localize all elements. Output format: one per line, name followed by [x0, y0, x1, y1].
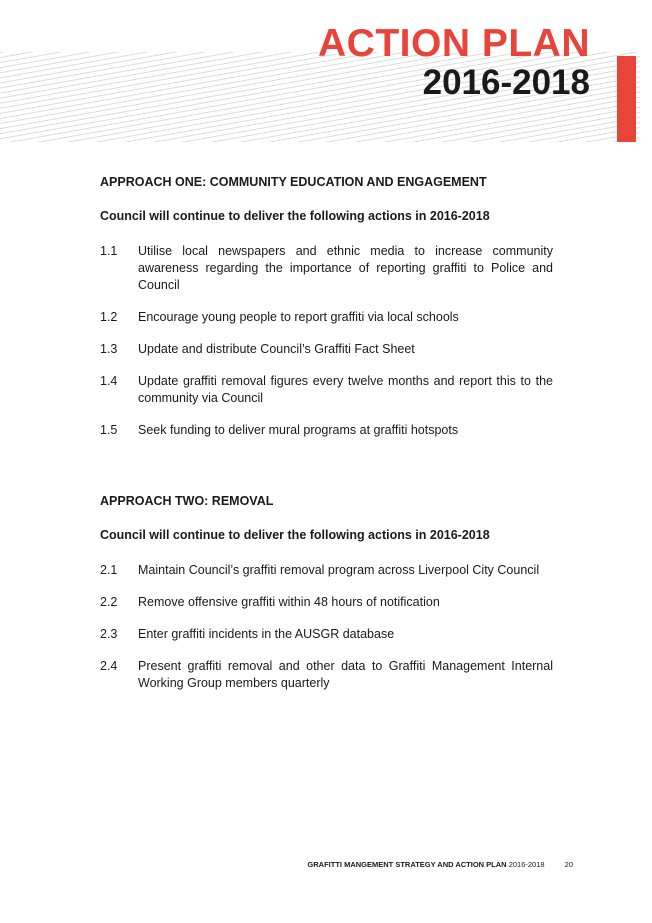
- action-text: Seek funding to deliver mural programs at graffiti hotspots: [138, 423, 459, 437]
- action-item: [100, 373, 553, 407]
- action-text: Enter graffiti incidents in the AUSGR database: [138, 627, 395, 641]
- action-text: Update graffiti removal figures every twelve months and report this to the community via Council: [138, 374, 553, 405]
- action-number: 2.4: [100, 659, 118, 673]
- action-item: [100, 594, 553, 611]
- action-list: [100, 243, 553, 439]
- action-number: 1.1: [100, 244, 118, 258]
- action-text: Remove offensive graffiti within 48 hours of notification: [138, 595, 440, 609]
- action-item: [100, 626, 553, 643]
- header-title-line2: 2016-2018: [422, 63, 590, 102]
- action-text: Encourage young people to report graffiti via local schools: [138, 310, 459, 324]
- header-red-tab: [617, 56, 636, 142]
- action-text: Maintain Council’s graffiti removal program across Liverpool City Council: [138, 563, 540, 577]
- section-subheading: Council will continue to deliver the following actions in 2016-2018: [100, 209, 490, 223]
- header-title-line1: ACTION PLAN: [318, 22, 590, 65]
- footer-title: GRAFITTI MANGEMENT STRATEGY AND ACTION PLAN: [307, 860, 507, 869]
- section-heading: APPROACH TWO: REMOVAL: [100, 494, 274, 508]
- action-number: 1.4: [100, 374, 118, 388]
- page-number: 20: [564, 860, 573, 869]
- action-number: 1.5: [100, 423, 118, 437]
- action-item: [100, 562, 553, 579]
- page-header-title: [318, 24, 590, 100]
- action-text: Present graffiti removal and other data to Graffiti Management Internal Working Group members quarterly: [138, 659, 553, 690]
- action-number: 2.2: [100, 595, 118, 609]
- section-approach-one: [100, 175, 553, 439]
- action-item: [100, 243, 553, 294]
- action-item: [100, 422, 553, 439]
- page-footer: [307, 860, 573, 869]
- action-text: Update and distribute Council’s Graffiti Fact Sheet: [138, 342, 415, 356]
- section-approach-two: [100, 494, 553, 692]
- action-list: [100, 562, 553, 692]
- action-item: [100, 341, 553, 358]
- action-text: Utilise local newspapers and ethnic media to increase community awareness regarding the importance of reporting graffiti to Police and Council: [138, 244, 553, 292]
- footer-years: 2016-2018: [508, 860, 545, 869]
- action-number: 2.1: [100, 563, 118, 577]
- action-item: [100, 309, 553, 326]
- action-number: 1.3: [100, 342, 118, 356]
- action-number: 2.3: [100, 627, 118, 641]
- action-item: [100, 658, 553, 692]
- action-number: 1.2: [100, 310, 118, 324]
- document-body: [100, 175, 553, 707]
- section-heading: APPROACH ONE: COMMUNITY EDUCATION AND ENGAGEMENT: [100, 175, 487, 189]
- section-subheading: Council will continue to deliver the following actions in 2016-2018: [100, 528, 490, 542]
